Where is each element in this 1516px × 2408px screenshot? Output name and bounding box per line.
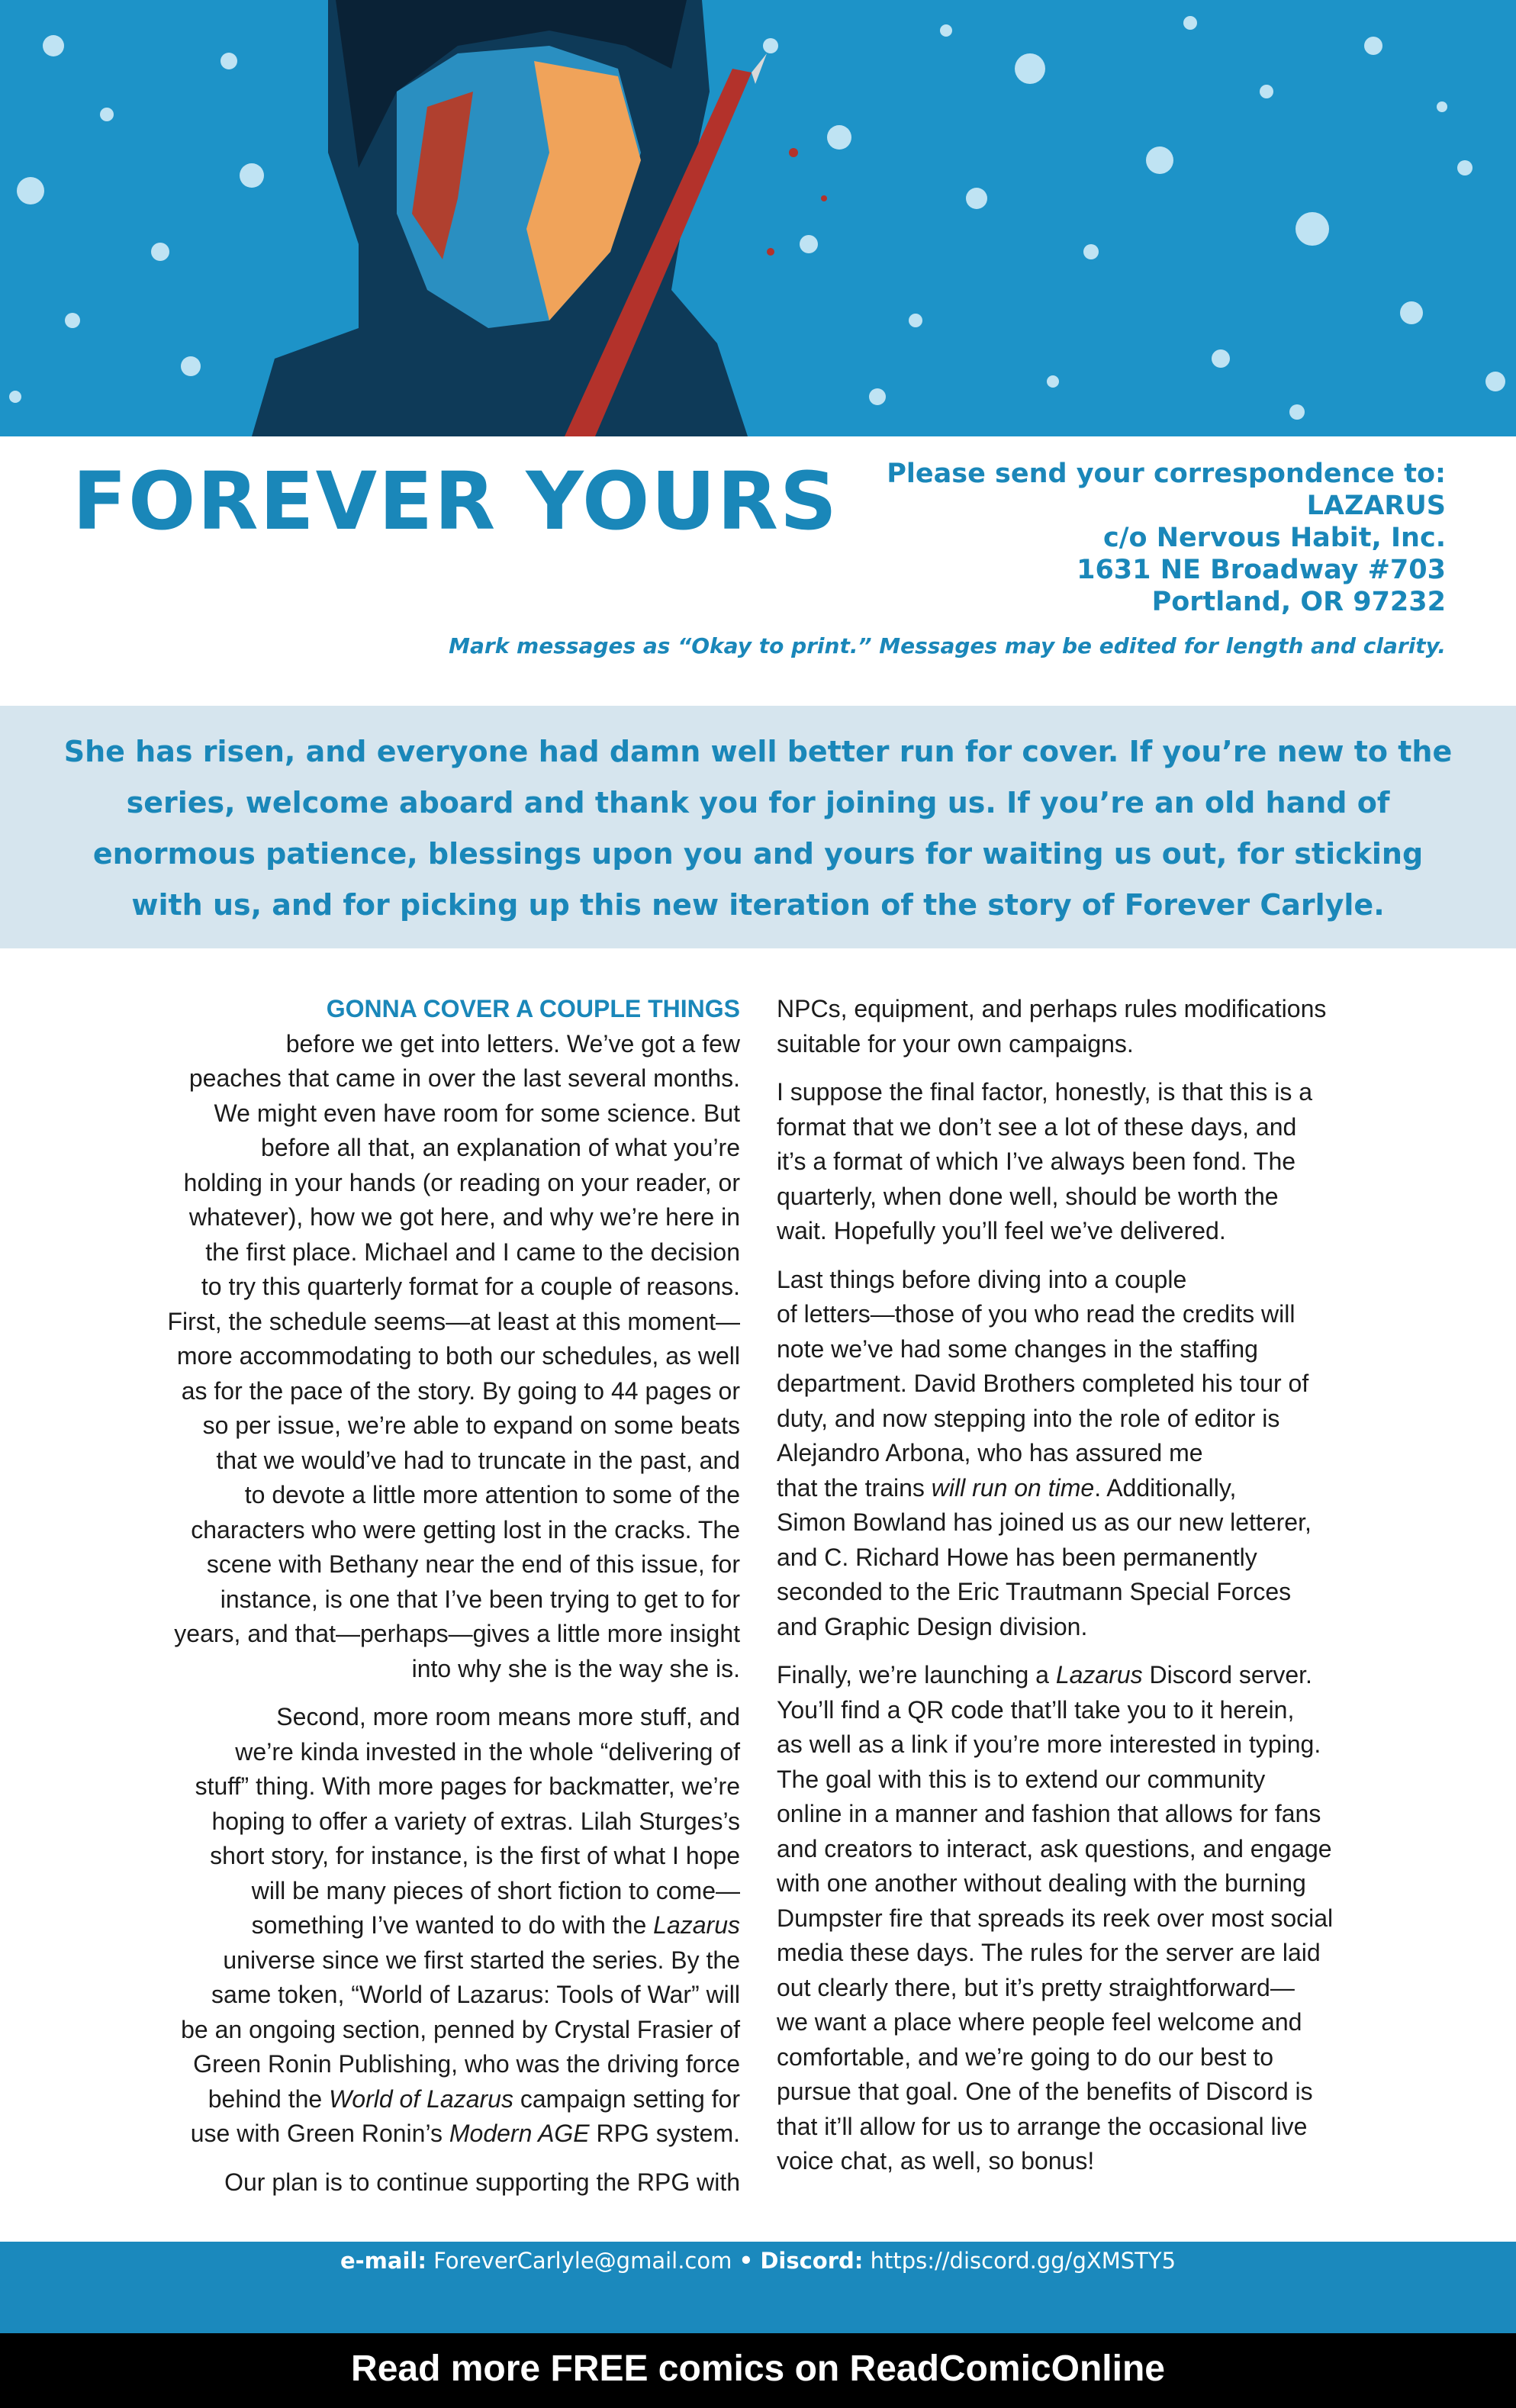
text-line: seconded to the Eric Trautmann Special Forces [777,1578,1292,1605]
address-line: 1631 NE Broadway #703 [1077,555,1446,585]
text-line: scene with Bethany near the end of this issue, for [206,1550,740,1578]
text-fragment: RPG system. [589,2120,740,2147]
text-line: out clearly there, but it’s pretty straightforward— [777,1973,1295,2001]
text-line: Our plan is to continue supporting the RPG with [224,2168,740,2196]
text-line: online in a manner and fashion that allows for fans [777,1800,1321,1827]
text-fragment: Discord server. [1142,1661,1312,1688]
text-line: and C. Richard Howe has been permanently [777,1543,1257,1571]
text-line: You’ll find a QR code that’ll take you to it herein, [777,1695,1295,1724]
address-line: Please send your correspondence to: [887,459,1446,489]
text-line: same token, “World of Lazarus: Tools of War” will [211,1981,740,2008]
text-line: whatever), how we got here, and why we’re here in [188,1203,740,1231]
section-heading: GONNA COVER A COUPLE THINGS [326,995,740,1022]
text-line: voice chat, as well, so bonus! [777,2147,1095,2175]
page-title: FOREVER YOURS [72,455,838,548]
text-fragment: use with Green Ronin’s [190,2120,449,2147]
text-line: before all that, an explanation of what you’re [261,1134,740,1161]
comic-cover-illustration [0,0,1516,436]
text-line: note we’ve had some changes in the staffing [777,1334,1258,1363]
text-line: to devote a little more attention to some of the [244,1481,740,1508]
italic-title: Modern AGE [449,2120,590,2147]
text-line: department. David Brothers completed his tour of [777,1370,1309,1397]
email-link[interactable]: ForeverCarlyle@gmail.com [433,2248,732,2274]
paragraph [777,992,1440,1061]
text-line: years, and that—perhaps—gives a little more insight [174,1620,740,1647]
text-line: as for the pace of the story. By going to 44 pages or [181,1376,740,1405]
text-line: Green Ronin Publishing, who was the driving force [193,2050,740,2078]
text-fragment: that the trains [777,1473,932,1502]
text-line: duty, and now stepping into the role of editor is [777,1404,1280,1432]
text-line: before we get into letters. We’ve got a few [285,1029,740,1058]
address-line: c/o Nervous Habit, Inc. [1102,523,1446,553]
text-line: hoping to offer a variety of extras. Lilah Sturges’s [211,1807,740,1835]
paragraph [72,992,740,1686]
text-line: and Graphic Design division. [777,1612,1088,1640]
address-line: Portland, OR 97232 [1151,587,1446,617]
text-line: that it’ll allow for us to arrange the occasional live [777,2112,1308,2140]
text-line: Simon Bowland has joined us as our new letterer, [777,1508,1312,1536]
paragraph [72,1700,740,2152]
text-line: quarterly, when done well, should be worth the [777,1182,1279,1210]
text-line [777,1658,1440,1693]
text-line [777,1471,1440,1506]
text-line [72,2117,740,2152]
text-line: NPCs, equipment, and perhaps rules modifications [777,995,1327,1022]
text-line: characters who were getting lost in the cracks. The [191,1515,740,1544]
text-line: format that we don’t see a lot of these days, and [777,1112,1297,1141]
italic-title: World of Lazarus [329,2084,513,2113]
text-line: suitable for your own campaigns. [777,1029,1134,1058]
intro-text: She has risen, and everyone had damn well better run for cover. If you’re new to the series, welcome aboard and thank you for joining us. If you’re an old hand of enormous patience, blessings upon you and yours for waiting us out, for sticking with us, and for picking up this new iteration of the story of Forever Carlyle. [63,735,1453,922]
text-line: the first place. Michael and I came to the decision [205,1238,740,1266]
text-fragment: Finally, we’re launching a [777,1661,1056,1688]
text-fragment: behind the [208,2084,330,2113]
text-line: comfortable, and we’re going to do our best to [777,2043,1274,2071]
intro-band [0,706,1516,948]
address-line: LAZARUS [1306,491,1446,521]
text-line: stuff” thing. With more pages for backmatter, we’re [195,1772,740,1800]
text-line: holding in your hands (or reading on your reader, or [183,1168,740,1196]
right-column [777,992,1440,2193]
text-line: short story, for instance, is the first of what I hope [210,1842,740,1869]
text-line: with one another without dealing with the burning [777,1869,1306,1897]
mailing-address [887,458,1446,618]
text-line: of letters—those of you who read the credits will [777,1300,1296,1328]
text-line: wait. Hopefully you’ll feel we’ve delivered. [777,1217,1226,1244]
text-line: and creators to interact, ask questions, and engage [777,1834,1332,1862]
text-line: be an ongoing section, penned by Crystal Frasier of [181,2015,740,2043]
text-line [72,2082,740,2117]
text-line [72,1908,740,1943]
paragraph [777,1075,1440,1249]
text-line: universe since we first started the series. By the [223,1946,740,1974]
text-line: I suppose the final factor, honestly, is that this is a [777,1078,1313,1106]
text-line: Alejandro Arbona, who has assured me [777,1439,1203,1466]
text-fragment: . Additionally, [1094,1473,1237,1502]
text-line: as well as a link if you’re more interested in typing. [777,1730,1321,1758]
text-line: media these days. The rules for the server are laid [777,1939,1321,1966]
discord-label: Discord: [760,2248,864,2274]
text-line: peaches that came in over the last several months. [188,1064,740,1092]
discord-link[interactable]: https://discord.gg/gXMSTY5 [870,2248,1176,2274]
text-fragment: campaign setting for [513,2084,740,2113]
paragraph [72,2165,740,2200]
separator-bullet: • [739,2248,754,2274]
text-line: Second, more room means more stuff, and [276,1703,740,1730]
footer-contact [0,2248,1516,2274]
email-label: e-mail: [340,2248,426,2274]
text-line: that we would’ve had to truncate in the past, and [216,1446,740,1474]
text-line: we’re kinda invested in the whole “delivering of [235,1737,740,1766]
text-line: We might even have room for some science. But [214,1099,740,1127]
text-line: to try this quarterly format for a couple of reasons. [201,1273,740,1300]
left-column [72,992,740,2213]
text-line: The goal with this is to extend our community [777,1765,1266,1793]
text-fragment: something I’ve wanted to do with the [251,1911,654,1939]
promo-text[interactable]: Read more FREE comics on ReadComicOnline [351,2348,1165,2389]
italic-phrase: will run on time [931,1473,1095,1502]
text-line: more accommodating to both our schedules, as well [176,1342,740,1370]
print-note: Mark messages as “Okay to print.” Messages may be edited for length and clarity. [449,633,1446,658]
text-line: we want a place where people feel welcome and [777,2008,1302,2036]
text-line: will be many pieces of short fiction to come— [251,1876,740,1904]
text-line: into why she is the way she is. [411,1654,740,1682]
text-line: Last things before diving into a couple [777,1265,1187,1293]
paragraph [777,1263,1440,1645]
text-line: Dumpster fire that spreads its reek over most social [777,1904,1334,1932]
text-line: First, the schedule seems—at least at this moment— [167,1307,740,1335]
text-line: so per issue, we’re able to expand on some beats [202,1412,740,1439]
text-line: instance, is one that I’ve been trying to get to for [220,1585,740,1613]
italic-title: Lazarus [653,1911,740,1939]
italic-title: Lazarus [1055,1661,1143,1688]
paragraph [777,1658,1440,2179]
text-line: it’s a format of which I’ve always been fond. The [777,1148,1296,1175]
text-line: pursue that goal. One of the benefits of Discord is [777,2078,1313,2105]
cover-art-svg [0,0,1516,436]
